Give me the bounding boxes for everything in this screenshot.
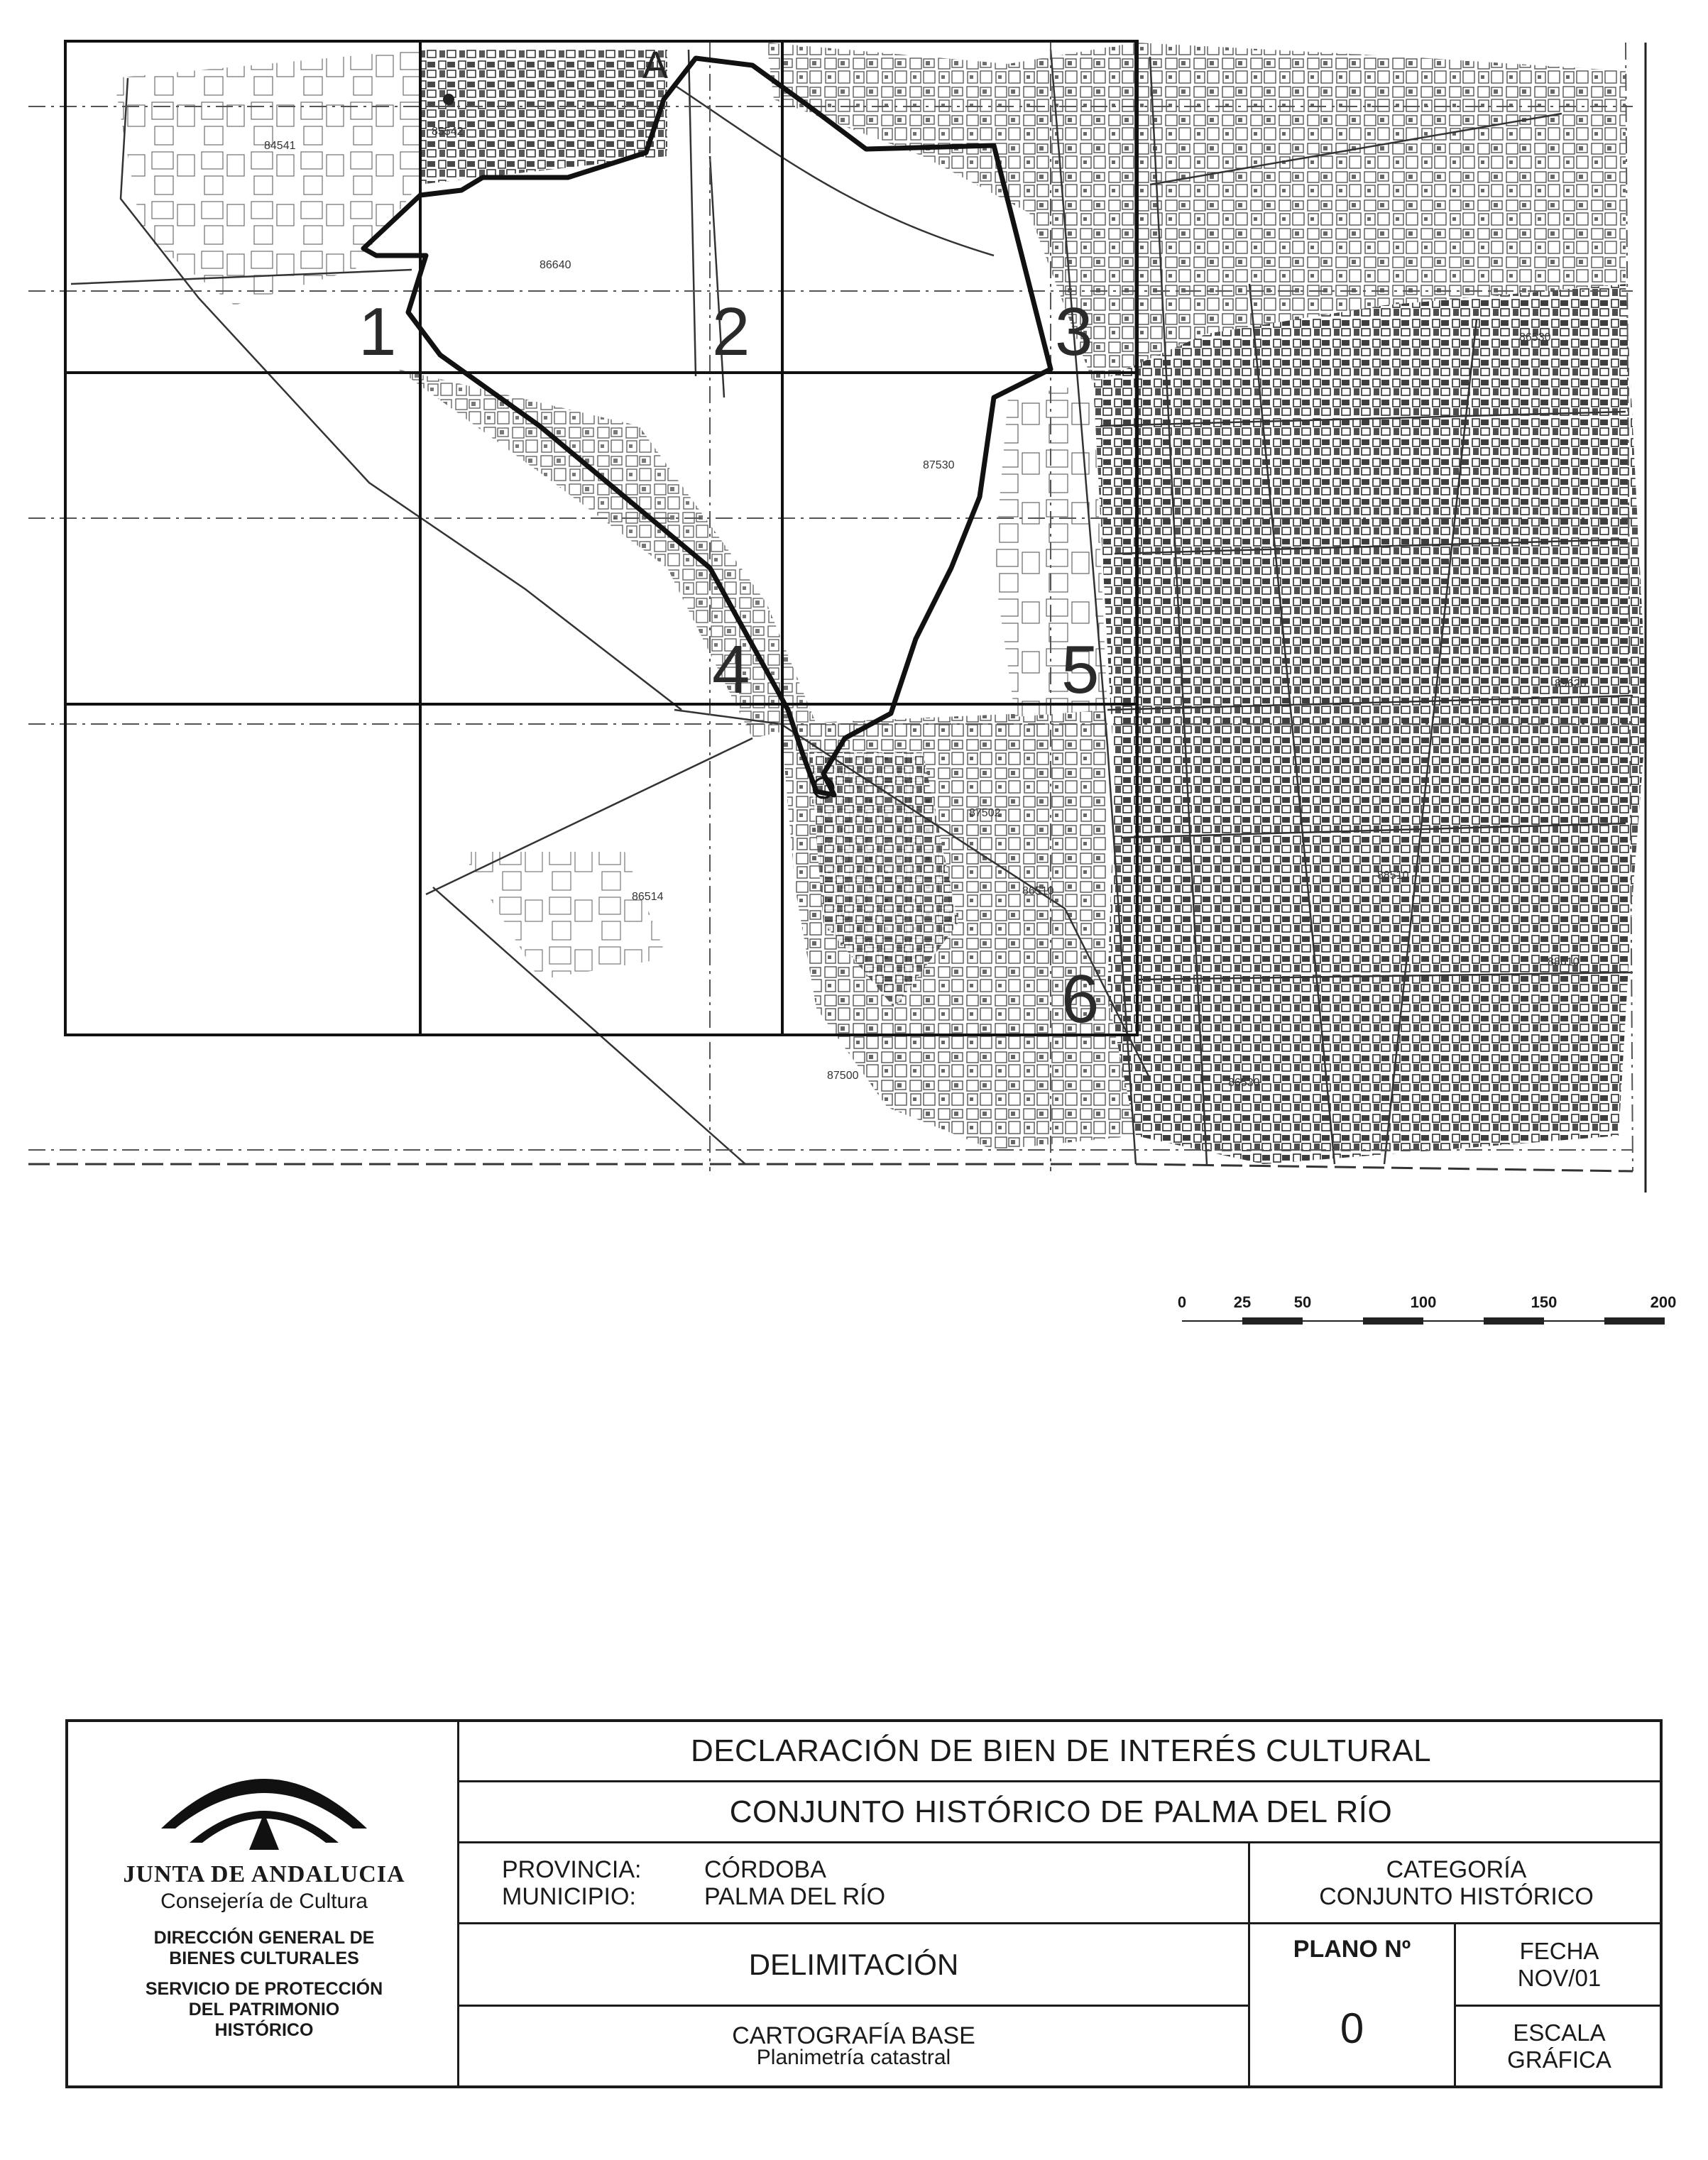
category-field: [1250, 1843, 1663, 1922]
municipio-value: PALMA DEL RÍO: [704, 1882, 886, 1910]
parcel-label: 85542: [432, 126, 464, 138]
municipio-label: MUNICIPIO:: [502, 1882, 636, 1910]
parcel-label: 86530: [1519, 331, 1551, 344]
sheet-number-2: 2: [712, 294, 750, 370]
sheet-number-1: 1: [358, 294, 397, 370]
scale-tick-50: 50: [1293, 1293, 1312, 1311]
org-name: JUNTA DE ANDALUCIA: [123, 1861, 405, 1887]
escala-value: GRÁFICA: [1507, 2046, 1611, 2073]
service-line: SERVICIO DE PROTECCIÓN: [145, 1979, 383, 1999]
parcel-label: 87500: [827, 1070, 859, 1082]
scale-tick-0: 0: [1177, 1293, 1187, 1311]
scale-segment: [1242, 1317, 1303, 1325]
boundary-label: A: [642, 44, 669, 87]
title-block: [65, 1719, 1663, 2088]
parcel-label: 89620: [1555, 678, 1587, 690]
directorate-line: DIRECCIÓN GENERAL DE: [153, 1928, 375, 1948]
section-title: DELIMITACIÓN: [748, 1947, 959, 1981]
plano-number: 0: [1340, 2005, 1364, 2052]
provincia-label: PROVINCIA:: [502, 1855, 642, 1883]
parcel-label: 88610: [1548, 956, 1580, 968]
scale-tick-150: 150: [1531, 1293, 1558, 1311]
fecha-value: NOV/01: [1517, 1964, 1602, 1991]
fecha-label: FECHA: [1519, 1937, 1599, 1964]
parcel-label: 86514: [632, 891, 664, 903]
provincia-value: CÓRDOBA: [704, 1855, 826, 1883]
parcel-label: 86530: [1228, 1077, 1260, 1089]
fecha-field: [1456, 1924, 1663, 2005]
service-line: HISTÓRICO: [214, 2020, 314, 2040]
sheet-number-5: 5: [1061, 632, 1100, 708]
cartography-field: [459, 2007, 1248, 2085]
service: [146, 1979, 383, 2041]
graphic-scale-bar: [1175, 1293, 1677, 1336]
document-title: DECLARACIÓN DE BIEN DE INTERÉS CULTURAL: [690, 1733, 1432, 1768]
plano-field: [1250, 1924, 1454, 2085]
cartografia-label: CARTOGRAFÍA BASE: [732, 2022, 975, 2049]
document-subtitle: CONJUNTO HISTÓRICO DE PALMA DEL RÍO: [729, 1794, 1393, 1829]
department-name: Consejería de Cultura: [160, 1890, 368, 1913]
logo-panel: [68, 1722, 460, 2085]
junta-logo-icon: [147, 1750, 381, 1857]
scale-segment: [1363, 1317, 1423, 1325]
directorate: [154, 1928, 375, 1969]
parcel-label: 87502: [969, 807, 1001, 819]
escala-field: [1456, 2007, 1663, 2085]
categoria-label: CATEGORÍA: [1386, 1855, 1527, 1883]
plano-label: PLANO Nº: [1293, 1936, 1411, 1963]
scale-tick-25: 25: [1233, 1293, 1252, 1311]
parcel-label: 86510: [1022, 885, 1054, 897]
parcel-label: 84541: [264, 140, 296, 152]
urban-fabric: [114, 43, 1647, 1164]
location-fields: [459, 1843, 1248, 1922]
parcel-label: 87530: [923, 459, 955, 471]
scale-segment: [1484, 1317, 1544, 1325]
sheet-number-6: 6: [1061, 961, 1100, 1037]
parcel-label: 86640: [540, 259, 571, 271]
sheet-number-3: 3: [1055, 294, 1093, 370]
scale-tick-200: 200: [1650, 1293, 1677, 1311]
scale-tick-100: 100: [1410, 1293, 1437, 1311]
parcel-label: 88510: [1377, 870, 1409, 882]
service-line: DEL PATRIMONIO: [188, 2000, 340, 2019]
cartografia-value: Planimetría catastral: [756, 2045, 951, 2069]
directorate-line: BIENES CULTURALES: [169, 1948, 359, 1968]
categoria-value: CONJUNTO HISTÓRICO: [1319, 1882, 1594, 1910]
scale-segment: [1604, 1317, 1665, 1325]
escala-label: ESCALA: [1513, 2019, 1606, 2046]
sheet-number-4: 4: [712, 632, 750, 708]
